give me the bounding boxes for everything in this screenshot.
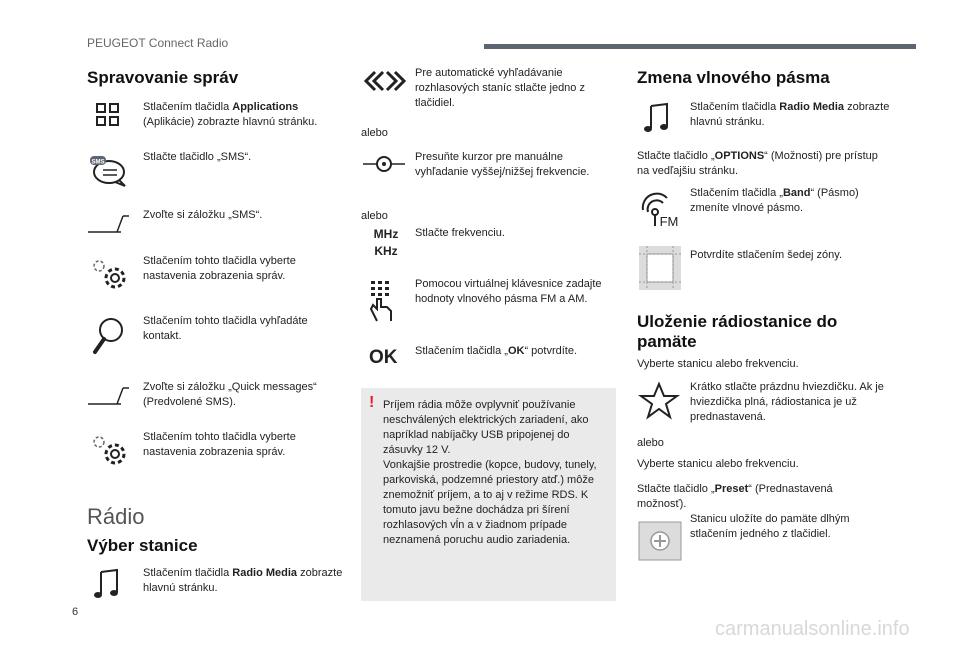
section-title-radio: Rádio — [87, 504, 145, 529]
ok-icon: OK — [369, 347, 398, 368]
warning-icon: ! — [369, 394, 375, 411]
settings-gears-icon — [87, 430, 131, 470]
warning-text: Príjem rádia môže ovplyvniť používanie neschválených elektrických zariadení, ako napríklad nabíjačky USB pripojenej do zásuvky 12 V. Vonkajšie prostredie (kopce, budovy, tunely, parkoviská, podzemné priestory atď.) môže znemožniť príjem, a to aj v režime RDS. K tomuto javu bežne dochádza pri šírení rozhlasových vĺn a v žiadnom prípade neznamená poruchu audio zariadenia. — [383, 399, 597, 546]
sms-bubble-icon — [87, 150, 131, 190]
section-title-band: Zmena vlnového pásma — [637, 68, 830, 87]
save-instruction-2: Vyberte stanicu alebo frekvenciu. — [637, 458, 799, 470]
section-title-save: Uloženie rádiostanice do pamäte — [637, 312, 838, 351]
fm-antenna-icon — [637, 186, 681, 229]
tab-icon — [87, 380, 131, 420]
watermark: carmanualsonline.info — [715, 618, 910, 640]
tuning-slider-icon — [361, 150, 405, 190]
add-preset-icon — [637, 520, 681, 560]
header-bar — [484, 44, 916, 49]
section-title-messages: Spravovanie správ — [87, 68, 239, 87]
alebo-2: alebo — [361, 210, 388, 222]
section-title-station: Výber stanice — [87, 536, 198, 555]
page-number: 6 — [72, 606, 79, 618]
settings-gears-icon — [87, 254, 131, 294]
applications-grid-icon — [87, 100, 131, 140]
header-title: PEUGEOT Connect Radio — [87, 36, 229, 50]
band-options-text: Stlačte tlačidlo „OPTIONS“ (Možnosti) pre prístup na vedľajšiu stránku. — [637, 150, 878, 177]
warning-box — [361, 388, 616, 601]
fm-label: FM — [659, 214, 679, 229]
music-note-icon — [637, 100, 681, 140]
tab-icon — [87, 208, 131, 248]
save-instruction-1: Vyberte stanicu alebo frekvenciu. — [637, 358, 799, 370]
alebo-1: alebo — [361, 127, 388, 139]
star-icon — [637, 380, 681, 420]
alebo-3: alebo — [637, 437, 664, 449]
save-preset-text: Stlačte tlačidlo „Preset“ (Prednastavená možnosť). — [637, 483, 833, 510]
grey-zone-icon — [637, 244, 681, 284]
seek-arrows-icon — [361, 66, 405, 106]
svg-text:SMS: SMS — [91, 159, 105, 166]
magnifier-icon — [87, 314, 131, 354]
keypad-hand-icon — [361, 277, 405, 317]
music-note-icon — [87, 566, 131, 606]
mhz-khz-icon: MHz KHz — [373, 227, 399, 258]
